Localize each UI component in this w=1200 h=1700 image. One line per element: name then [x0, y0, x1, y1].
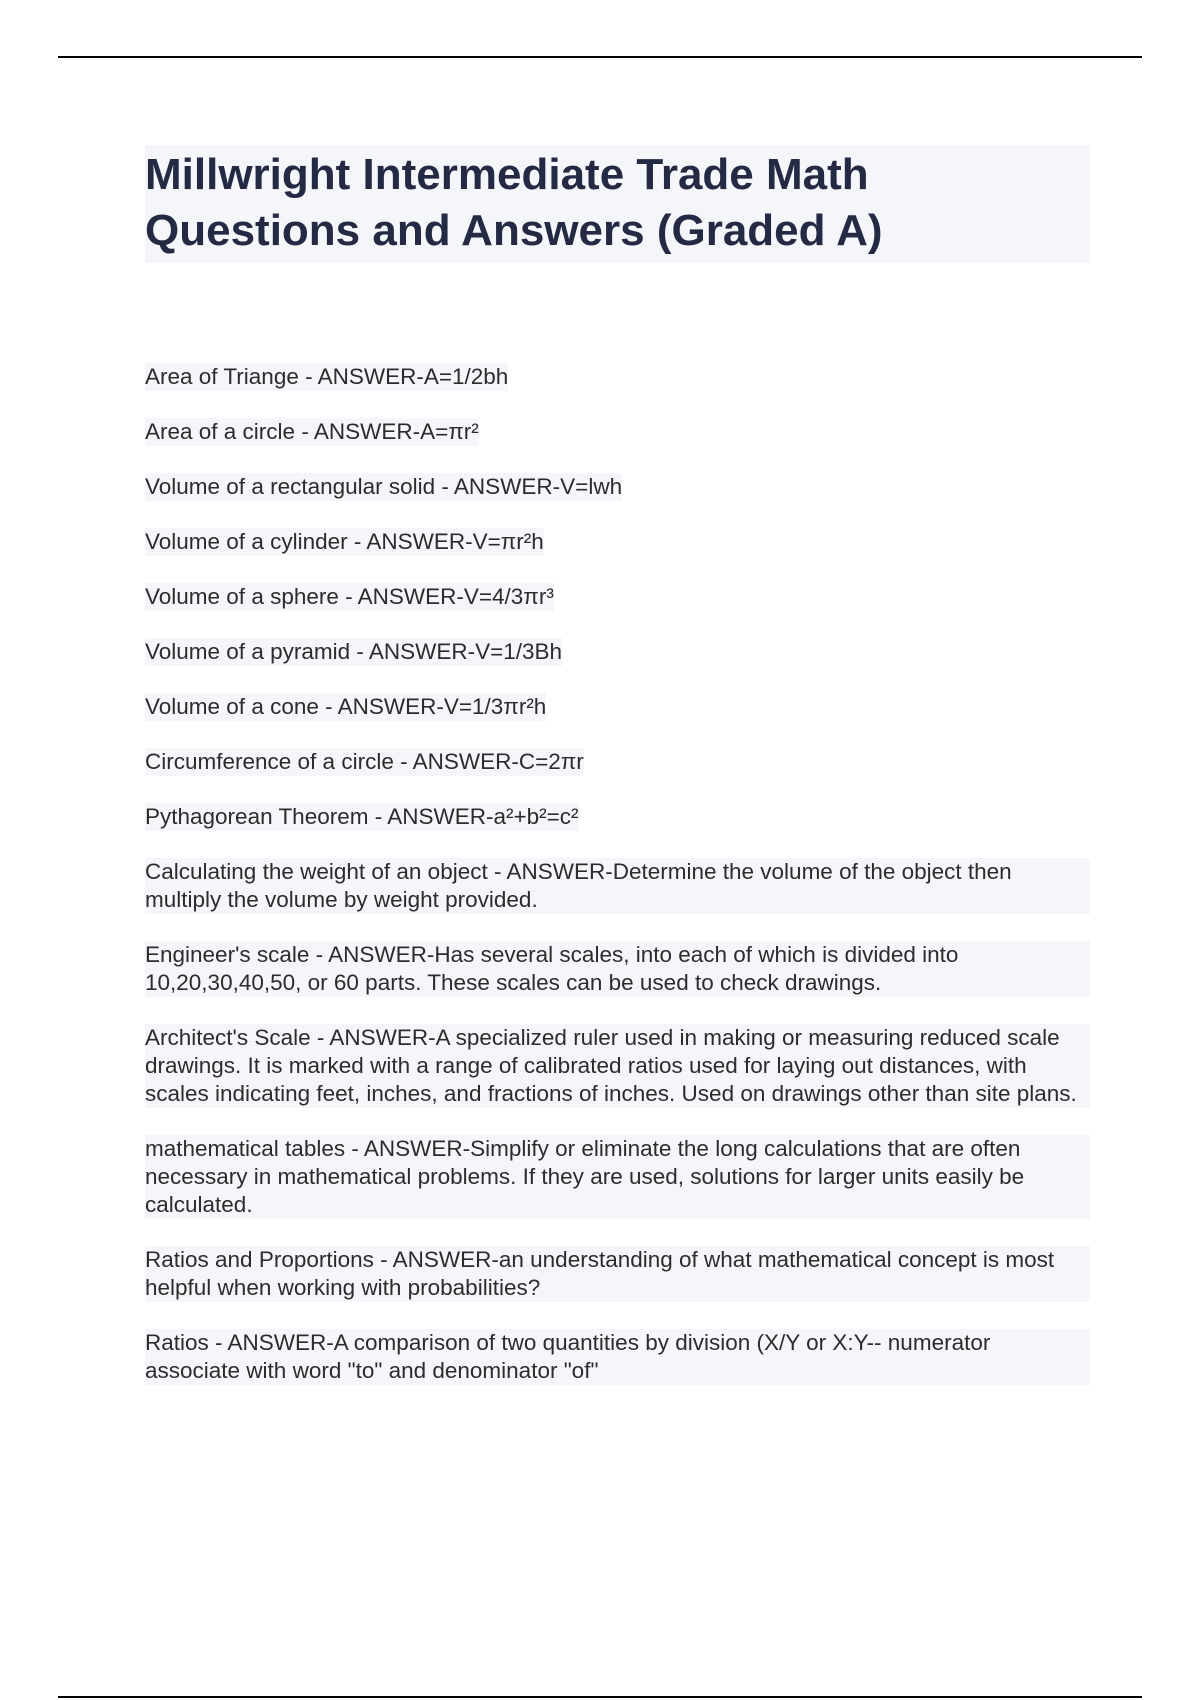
list-item	[145, 1246, 1090, 1302]
qa-text: Area of a circle - ANSWER-A=πr²	[145, 419, 479, 444]
document-title: Millwright Intermediate Trade Math Questions and Answers (Graded A)	[145, 150, 883, 255]
list-item	[145, 748, 1090, 776]
list-item	[145, 693, 1090, 721]
qa-text: Volume of a rectangular solid - ANSWER-V=lwh	[145, 474, 623, 499]
list-item	[145, 363, 1090, 391]
qa-list	[145, 363, 1090, 1412]
list-item	[145, 583, 1090, 611]
list-item	[145, 858, 1090, 914]
qa-text: Volume of a pyramid - ANSWER-V=1/3Bh	[145, 639, 563, 664]
qa-text: Ratios and Proportions - ANSWER-an understanding of what mathematical concept is most helpful when working with probabilities?	[145, 1246, 1090, 1302]
document-body	[145, 145, 1090, 1383]
list-item	[145, 1024, 1090, 1108]
bottom-rule	[58, 1696, 1142, 1698]
qa-text: Pythagorean Theorem - ANSWER-a²+b²=c²	[145, 804, 579, 829]
qa-text: Volume of a sphere - ANSWER-V=4/3πr³	[145, 584, 554, 609]
list-item	[145, 528, 1090, 556]
list-item	[145, 1135, 1090, 1219]
title-block	[145, 145, 1090, 263]
list-item	[145, 473, 1090, 501]
list-item	[145, 418, 1090, 446]
qa-text: Circumference of a circle - ANSWER-C=2πr	[145, 749, 584, 774]
qa-text: Volume of a cone - ANSWER-V=1/3πr²h	[145, 694, 547, 719]
qa-text: Calculating the weight of an object - ANSWER-Determine the volume of the object then multiply the volume by weight provided.	[145, 858, 1090, 914]
qa-text: Engineer's scale - ANSWER-Has several scales, into each of which is divided into 10,20,30,40,50, or 60 parts. These scales can be used to check drawings.	[145, 941, 1090, 997]
qa-text: Volume of a cylinder - ANSWER-V=πr²h	[145, 529, 544, 554]
qa-text: mathematical tables - ANSWER-Simplify or eliminate the long calculations that are often necessary in mathematical problems. If they are used, solutions for larger units easily be calculated.	[145, 1135, 1090, 1219]
qa-text: Ratios - ANSWER-A comparison of two quantities by division (X/Y or X:Y-- numerator associate with word "to" and denominator "of"	[145, 1329, 1090, 1385]
list-item	[145, 803, 1090, 831]
qa-text: Area of Triange - ANSWER-A=1/2bh	[145, 364, 509, 389]
list-item	[145, 941, 1090, 997]
top-rule	[58, 56, 1142, 58]
qa-text: Architect's Scale - ANSWER-A specialized ruler used in making or measuring reduced scale drawings. It is marked with a range of calibrated ratios used for laying out distances, with scales indicating feet, inches, and fractions of inches. Used on drawings other than site plans.	[145, 1024, 1090, 1108]
list-item	[145, 638, 1090, 666]
list-item	[145, 1329, 1090, 1385]
